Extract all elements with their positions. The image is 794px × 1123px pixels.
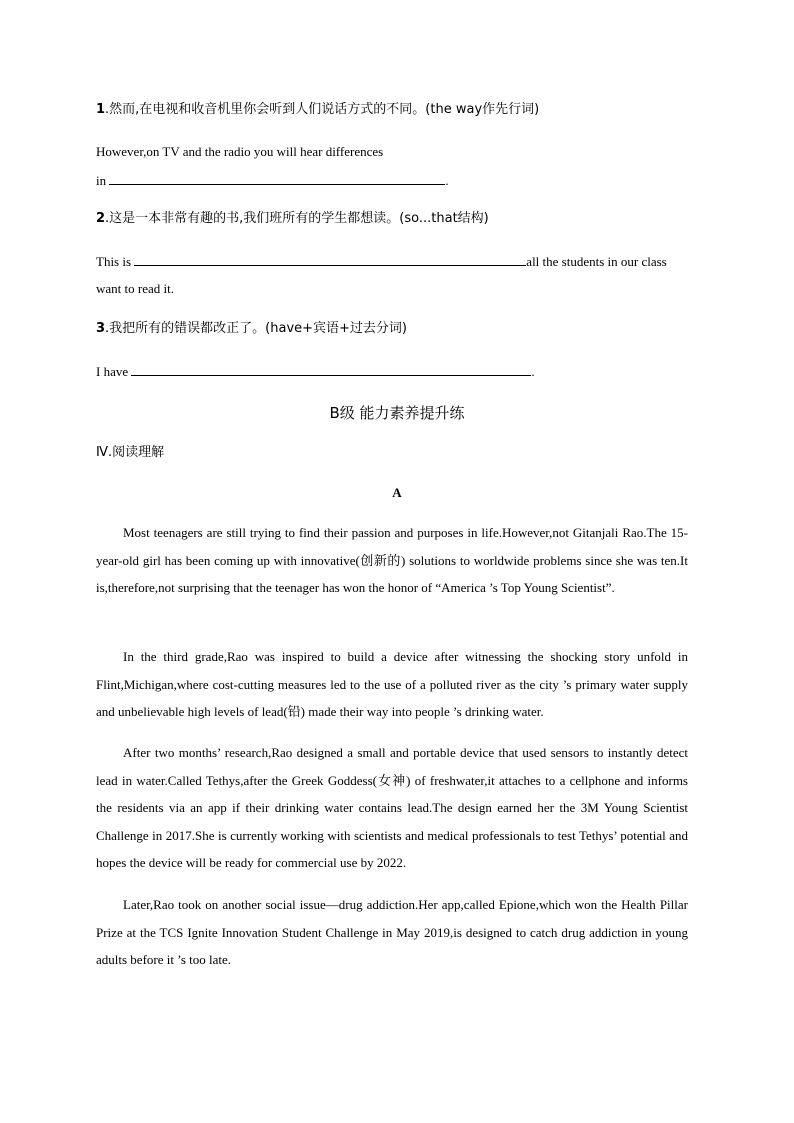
passage-title: A xyxy=(392,485,402,500)
question-number: 2 xyxy=(96,211,106,226)
question-prompt-text: .这是一本非常有趣的书,我们班所有的学生都想读。(so...that结构) xyxy=(105,211,489,226)
paragraph-2: In the third grade,Rao was inspired to build a device after witnessing the shocking story unfold in Flint,Michigan,where cost-cutting measures led to the use of a polluted river as the city ’s primary water supply and unbelievable high levels of lead(铅) made their way into people ’s drinking water. xyxy=(96,649,688,719)
line-start-text: I have xyxy=(96,364,129,379)
answer-blank-1[interactable] xyxy=(109,172,445,185)
question-2-line-2: want to read it. xyxy=(96,281,174,296)
line-end-text: . xyxy=(531,364,535,379)
question-3-line-1 xyxy=(96,363,535,380)
question-number: 3 xyxy=(96,321,106,336)
question-number: 1 xyxy=(96,102,106,117)
question-prompt-text: .然而,在电视和收音机里你会听到人们说话方式的不同。(the way作先行词) xyxy=(105,102,540,117)
question-2-prompt xyxy=(96,211,489,227)
line-end-text: all the students in our class xyxy=(526,254,667,269)
line-end-text: . xyxy=(445,173,449,188)
line-start-text: in xyxy=(96,173,107,188)
part-label: Ⅳ.阅读理解 xyxy=(96,445,165,460)
answer-blank-2[interactable] xyxy=(134,253,526,266)
answer-blank-3[interactable] xyxy=(131,363,531,376)
paragraph-3: After two months’ research,Rao designed a small and portable device that used sensors to instantly detect lead in water.Called Tethys,after the Greek Goddess(女神) of freshwater,it attaches to a cellphone and informs the residents via an app if their drinking water contains lead.The design earned her the 3M Young Scientist Challenge in 2017.She is currently working with scientists and medical professionals to test Tethys’ potential and hopes the device will be ready for commercial use by 2022. xyxy=(96,745,688,870)
paragraph-1: Most teenagers are still trying to find their passion and purposes in life.However,not Gitanjali Rao.The 15-year-old girl has been coming up with innovative(创新的) solutions to worldwide problems since she was ten.It is,therefore,not surprising that the teenager has won the honor of “America ’s Top Young Scientist”. xyxy=(96,525,688,595)
question-3-prompt xyxy=(96,321,407,337)
section-title: B级 能力素养提升练 xyxy=(329,404,465,422)
question-2-line-1 xyxy=(96,253,667,270)
question-1-line-1: However,on TV and the radio you will hear differences xyxy=(96,144,384,159)
question-prompt-text: .我把所有的错误都改正了。(have+宾语+过去分词) xyxy=(105,321,408,336)
question-1-line-2 xyxy=(96,172,449,189)
paragraph-4: Later,Rao took on another social issue—drug addiction.Her app,called Epione,which won the Health Pillar Prize at the TCS Ignite Innovation Student Challenge in May 2019,is designed to catch drug addiction in young adults before it ’s too late. xyxy=(96,897,688,967)
line-start-text: This is xyxy=(96,254,132,269)
question-1-prompt xyxy=(96,102,539,118)
